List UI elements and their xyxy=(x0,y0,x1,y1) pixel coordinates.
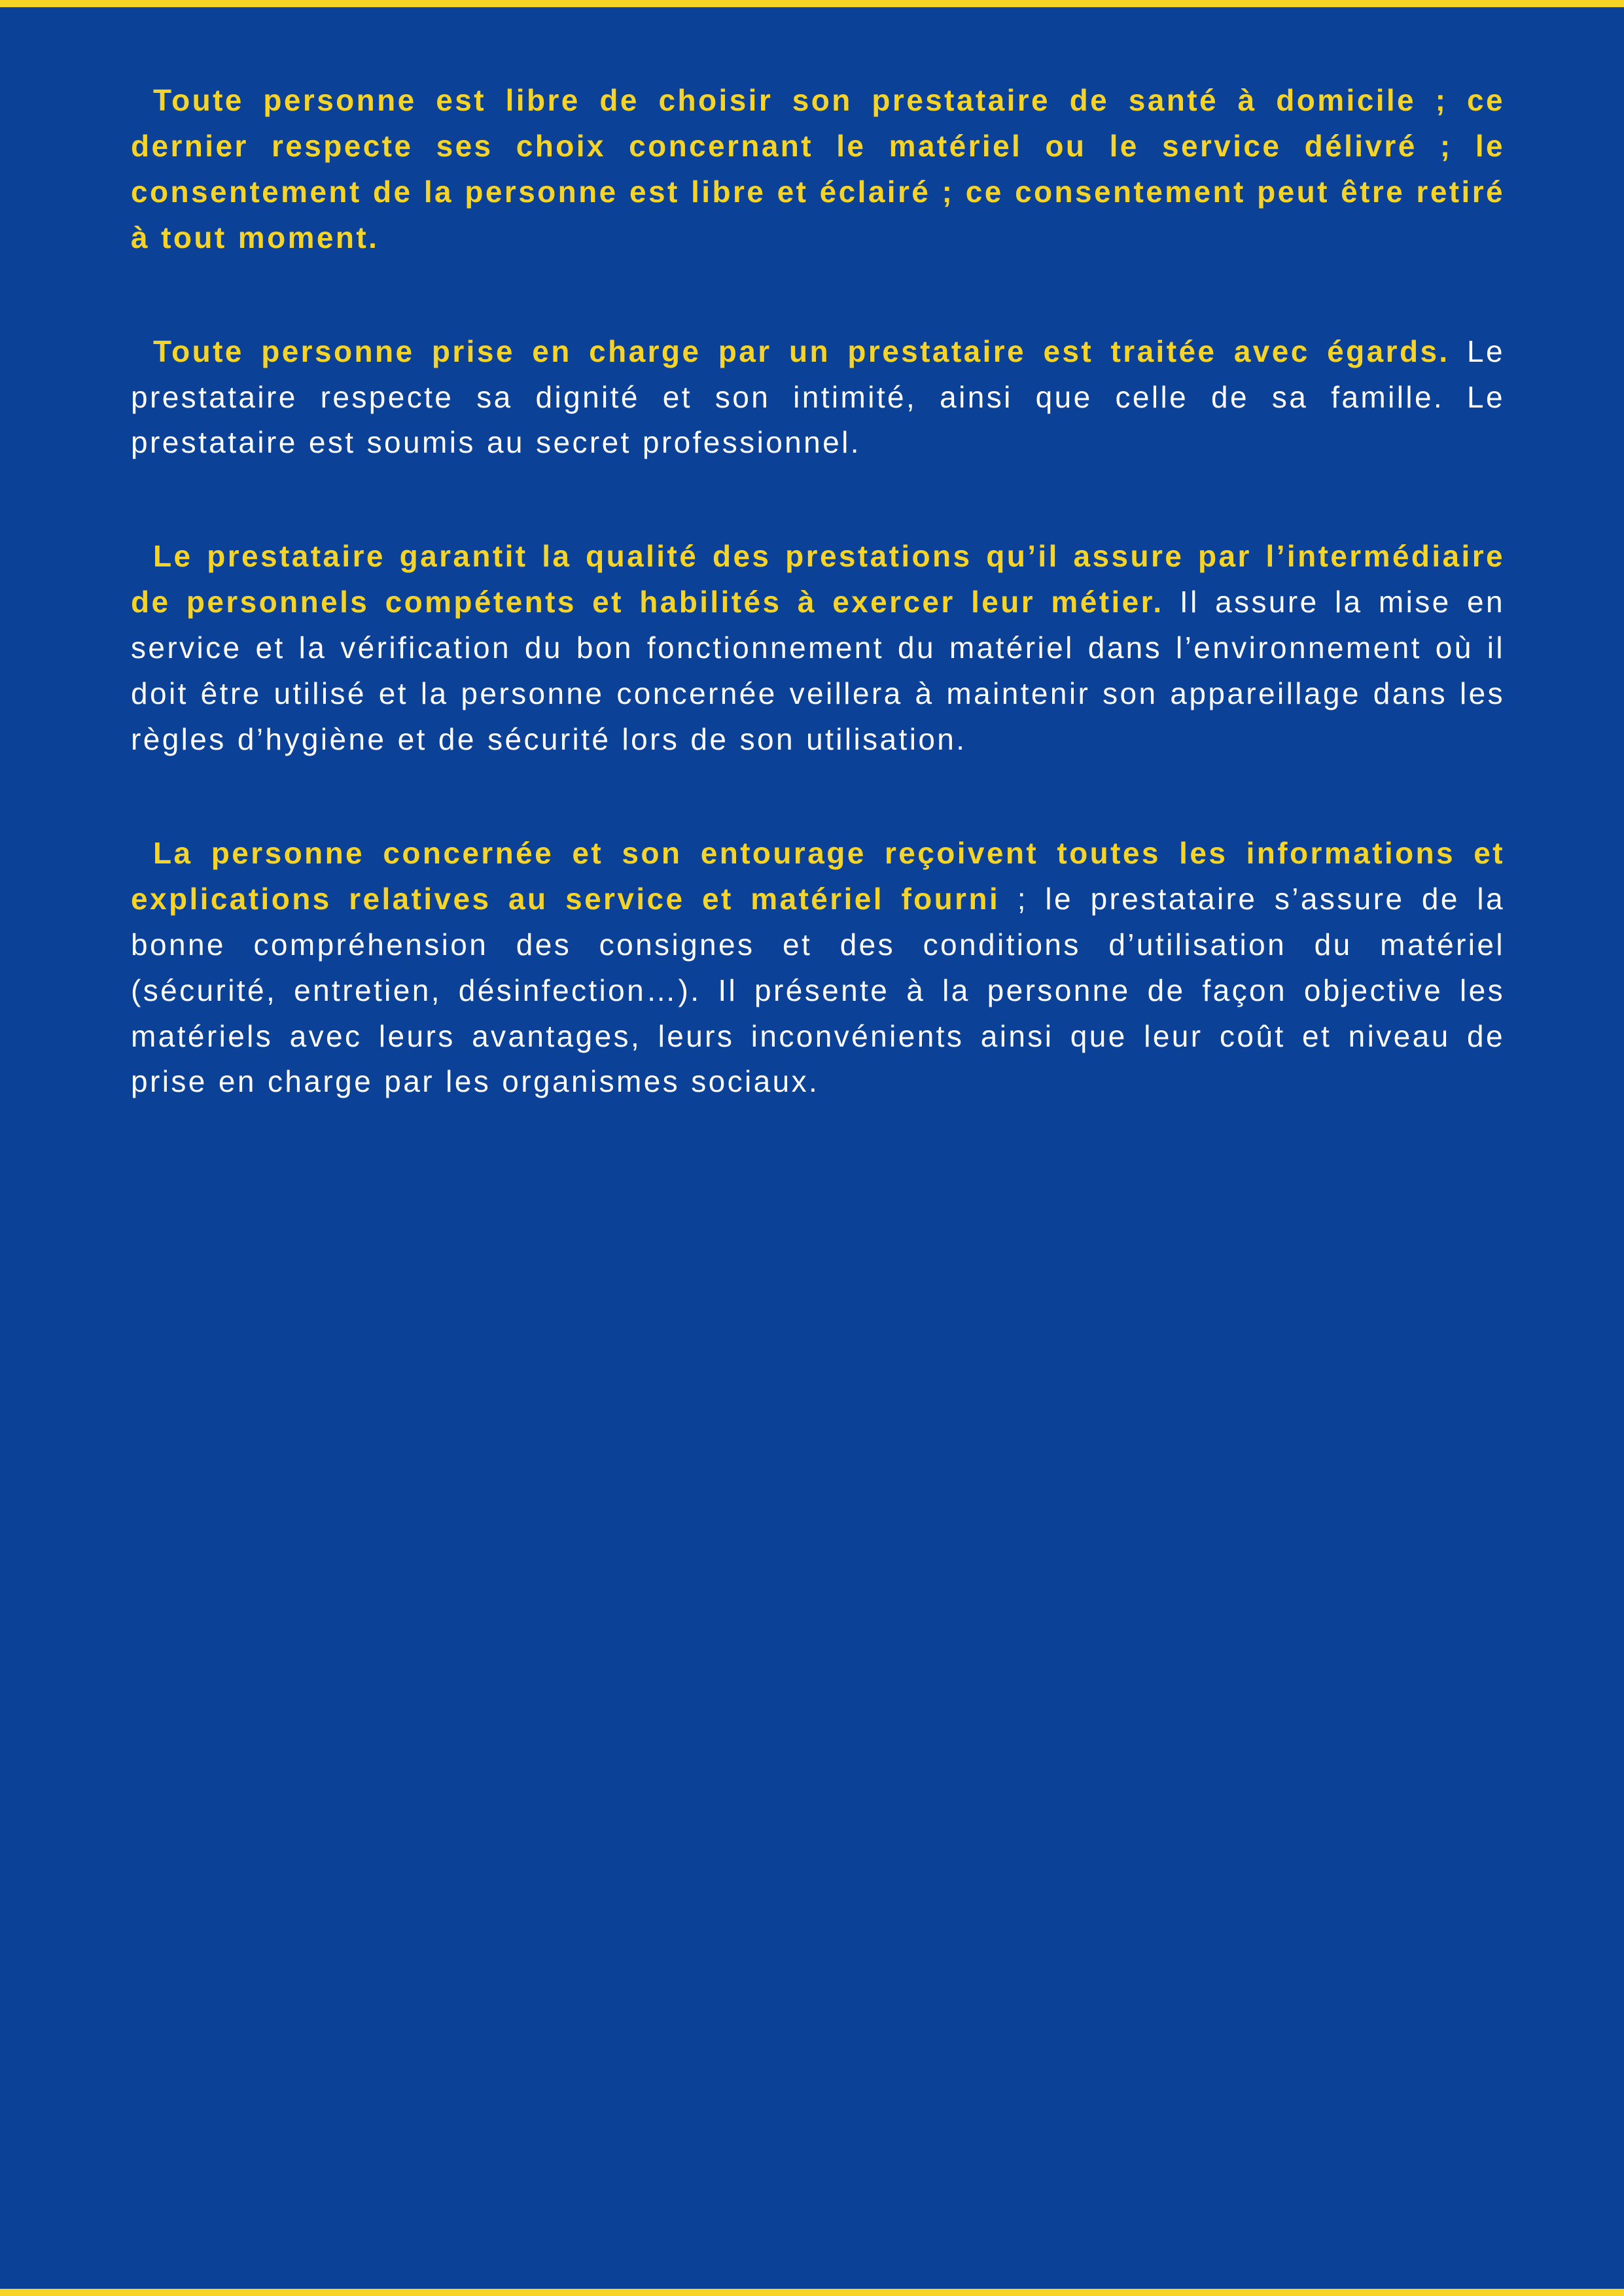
bottom-accent-bar xyxy=(0,2289,1624,2296)
paragraph-3-highlight: Le prestataire garantit la qualité des prestations qu’il assure par l’intermédiaire de personnels compétents et habilités à exercer leur métier. xyxy=(131,539,1505,619)
paragraph-1-highlight: Toute personne est libre de choisir son prestataire de santé à domicile ; ce dernier respecte ses choix concernant le matériel ou le service délivré ; le consentement de la personne est libre et éclairé ; ce consentement peut être retiré à tout moment. xyxy=(131,83,1505,254)
paragraph-1 xyxy=(131,78,1505,261)
paragraph-4-rest: ; le prestataire s’assure de la bonne compréhension des consignes et des conditions d’utilisation du matériel (sécurité, entretien, désinfection…). Il présente à la personne de façon objective les matériels avec leurs avantages, leurs inconvénients ainsi que leur coût et niveau de prise en charge par les organismes sociaux. xyxy=(131,881,1506,1099)
paragraph-3-rest: Il assure la mise en service et la vérification du bon fonctionnement du matériel dans l’environnement où il doit être utilisé et la personne concernée veillera à maintenir son appareillage dans les règles d’hygiène et de sécurité lors de son utilisation. xyxy=(131,585,1505,756)
document-body xyxy=(0,7,1624,2289)
paragraph-2-rest: Le prestataire respecte sa dignité et son intimité, ainsi que celle de sa famille. Le prestataire est soumis au secret professionnel. xyxy=(131,334,1505,460)
top-accent-bar xyxy=(0,0,1624,7)
paragraph-2-highlight: Toute personne prise en charge par un prestataire est traitée avec égards. xyxy=(153,334,1450,368)
paragraph-4 xyxy=(131,831,1505,1105)
paragraph-2 xyxy=(131,329,1505,466)
paragraph-4-highlight: La personne concernée et son entourage reçoivent toutes les informations et explications relatives au service et matériel fourni xyxy=(131,835,1505,916)
paragraph-3 xyxy=(131,534,1505,763)
